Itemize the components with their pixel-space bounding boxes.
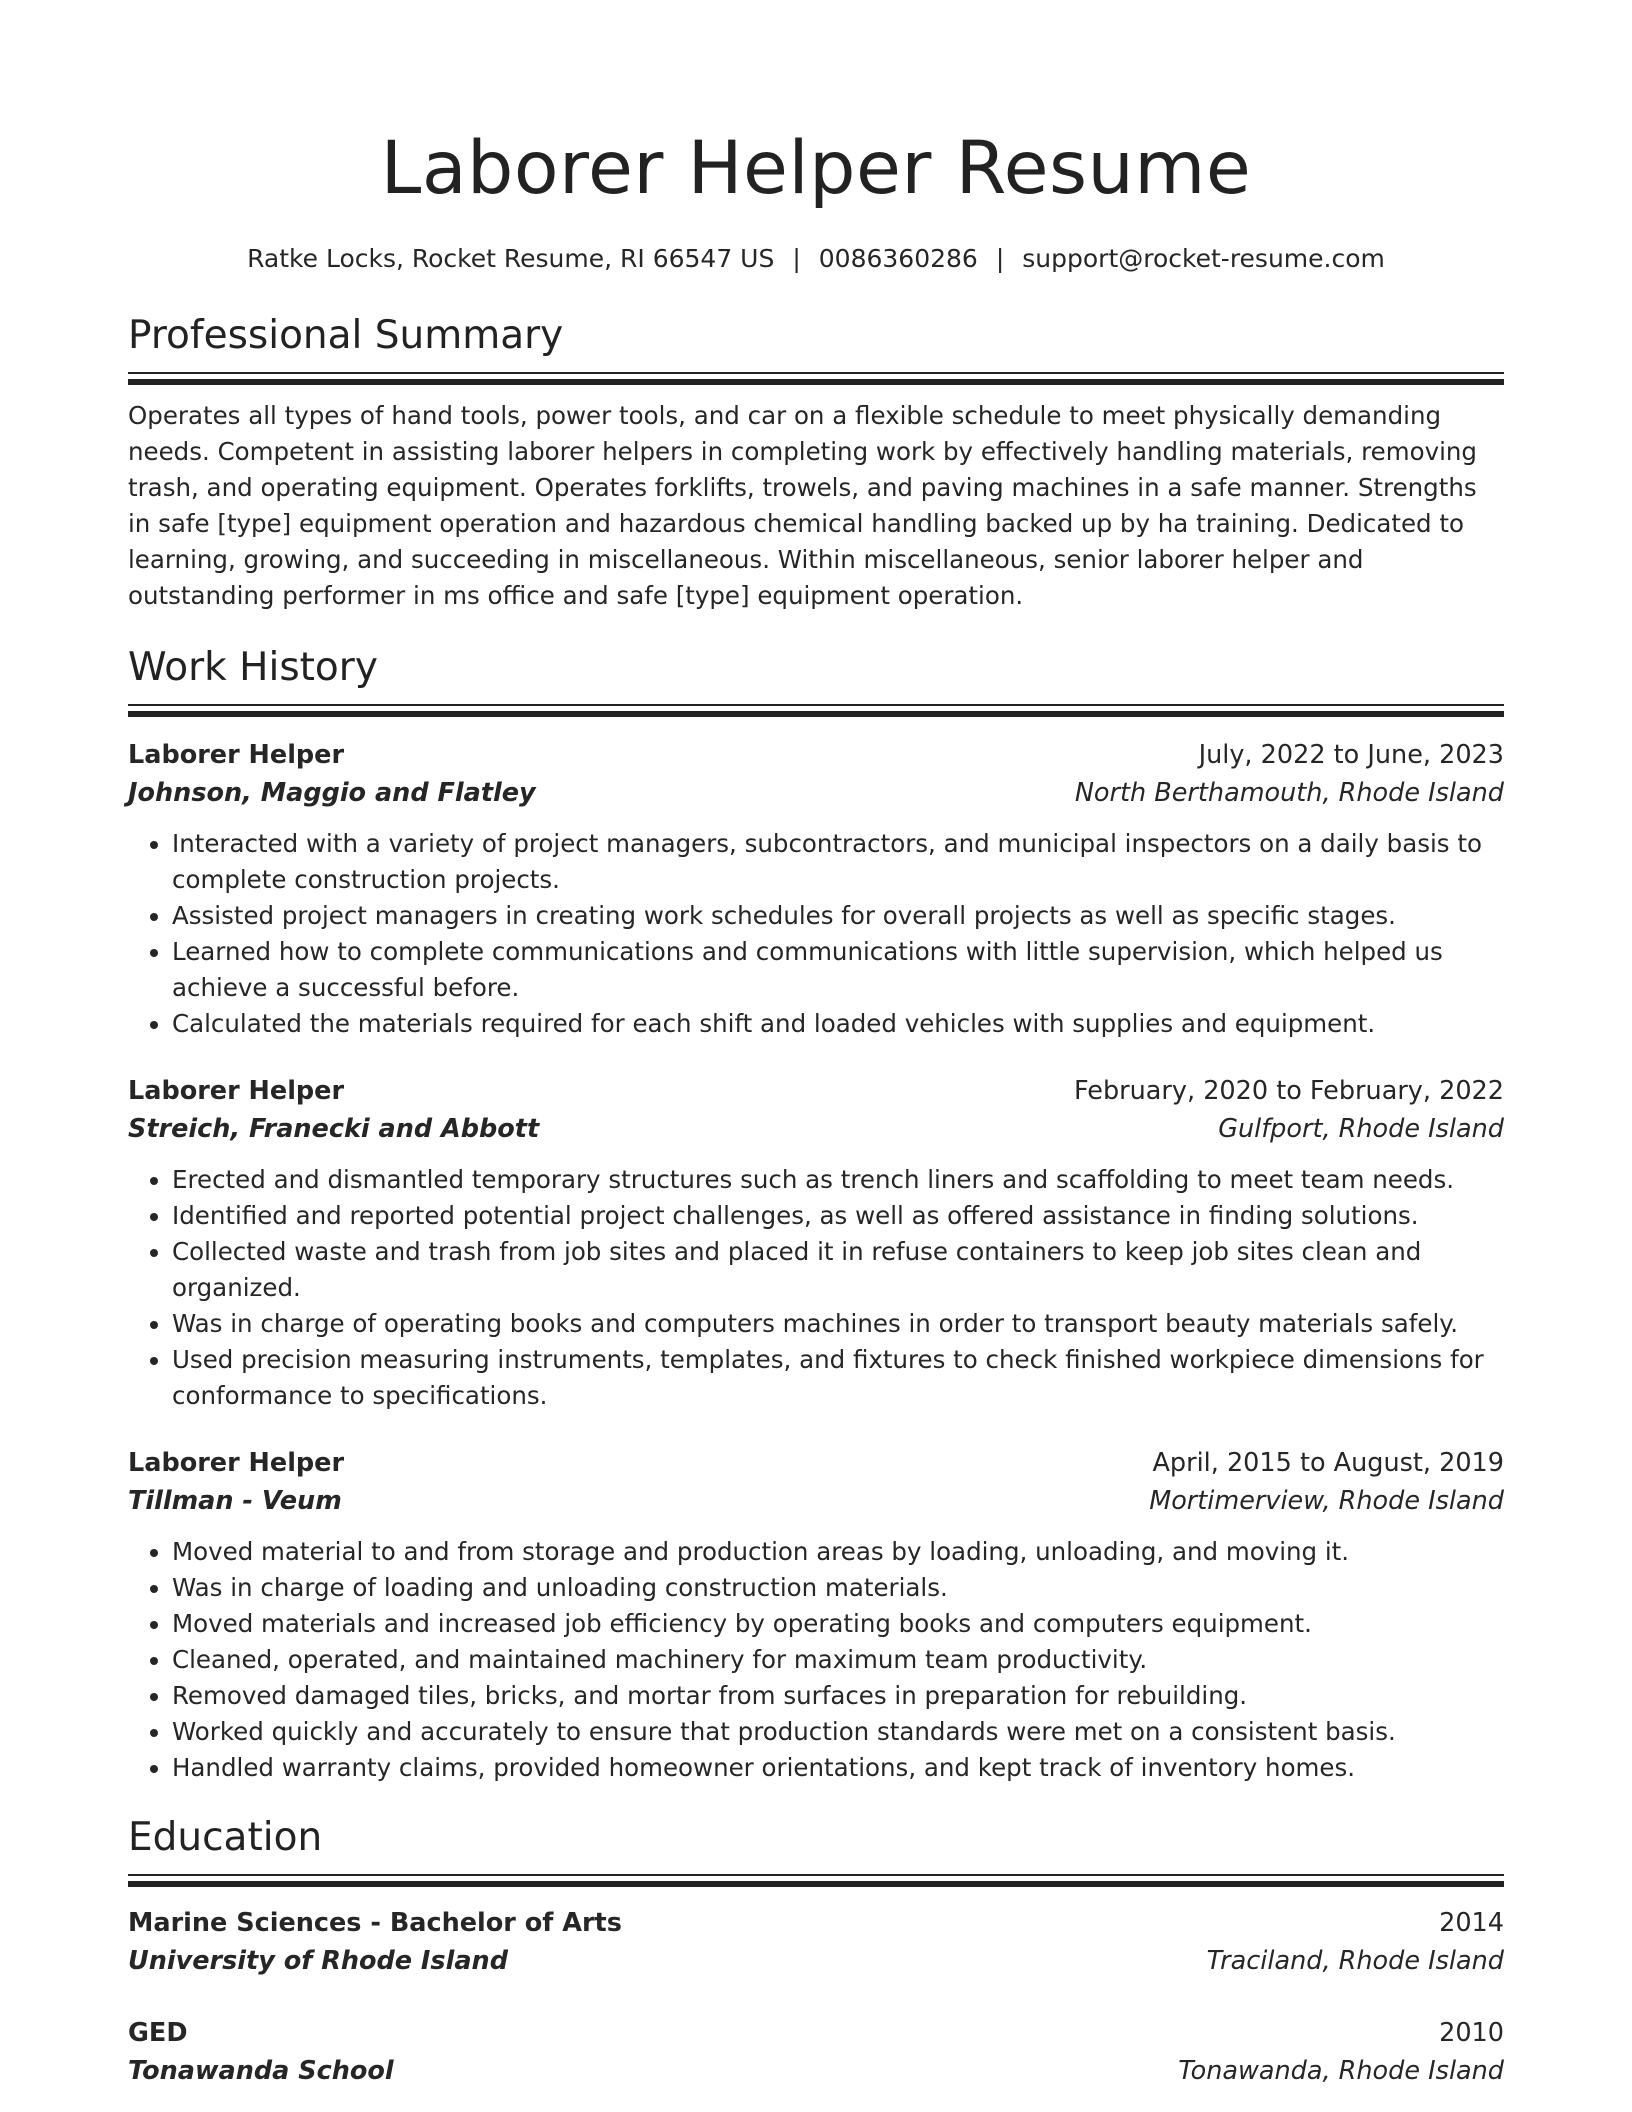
job-company-row xyxy=(128,1482,1504,1520)
section-divider xyxy=(128,372,1504,384)
job-role: Laborer Helper xyxy=(128,1076,345,1106)
contact-phone: 0086360286 xyxy=(818,244,978,273)
work-history-heading: Work History xyxy=(128,645,378,690)
section-divider xyxy=(128,1874,1504,1886)
education-school-row xyxy=(128,1942,1504,1980)
education-year: 2014 xyxy=(1439,1908,1504,1938)
education-header-row xyxy=(128,1904,1504,1942)
job-company-row xyxy=(128,774,1504,812)
resume-title: Laborer Helper Resume xyxy=(380,126,1252,211)
job-bullet-list xyxy=(128,826,1504,1042)
list-item: • Interacted with a variety of project managers, subcontractors, and municipal inspectors on a daily basis to complete construction projects. xyxy=(172,826,1504,898)
education-school: Tonawanda School xyxy=(128,2056,394,2086)
summary-text: Operates all types of hand tools, power tools, and car on a flexible schedule to meet physically demanding needs. Competent in assisting laborer helpers in completing work by effectively handling materials, removing trash, and operating equipment. Operates forklifts, trowels, and paving machines in a safe manner. Strengths in safe [type] equipment operation and hazardous chemical handling backed up by ha training. Dedicated to learning, growing, and succeeding in miscellaneous. Within miscellaneous, senior laborer helper and outstanding performer in ms office and safe [type] equipment operation. xyxy=(128,401,1477,610)
job-dates: July, 2022 to June, 2023 xyxy=(1198,740,1504,770)
education-location: Traciland, Rhode Island xyxy=(1206,1946,1504,1976)
job-company-row xyxy=(128,1110,1504,1148)
job-location: Gulfport, Rhode Island xyxy=(1218,1114,1504,1144)
education-degree: GED xyxy=(128,2018,188,2048)
summary-section xyxy=(128,312,1504,614)
education-entry xyxy=(128,1904,1504,1980)
contact-line xyxy=(128,242,1504,276)
list-item: • Assisted project managers in creating work schedules for overall projects as well as specific stages. xyxy=(172,898,1504,934)
contact-address: Ratke Locks, Rocket Resume, RI 66547 US xyxy=(247,244,775,273)
job-entry xyxy=(128,1444,1504,1786)
list-item: • Removed damaged tiles, bricks, and mortar from surfaces in preparation for rebuilding. xyxy=(172,1678,1504,1714)
list-item: • Cleaned, operated, and maintained machinery for maximum team productivity. xyxy=(172,1642,1504,1678)
contact-separator: | xyxy=(995,244,1005,273)
education-school-row xyxy=(128,2052,1504,2090)
job-company: Tillman - Veum xyxy=(128,1486,342,1516)
section-divider xyxy=(128,704,1504,716)
job-header-row xyxy=(128,1072,1504,1110)
summary-heading: Professional Summary xyxy=(128,313,564,358)
list-item: • Was in charge of loading and unloading construction materials. xyxy=(172,1570,1504,1606)
job-location: Mortimerview, Rhode Island xyxy=(1149,1486,1504,1516)
job-bullet-list xyxy=(128,1162,1504,1414)
job-header-row xyxy=(128,1444,1504,1482)
list-item: • Identified and reported potential project challenges, as well as offered assistance in finding solutions. xyxy=(172,1198,1504,1234)
job-company: Johnson, Maggio and Flatley xyxy=(128,778,536,808)
job-location: North Berthamouth, Rhode Island xyxy=(1074,778,1504,808)
job-role: Laborer Helper xyxy=(128,1448,345,1478)
job-role: Laborer Helper xyxy=(128,740,345,770)
list-item: • Handled warranty claims, provided homeowner orientations, and kept track of inventory homes. xyxy=(172,1750,1504,1786)
education-header-row xyxy=(128,2014,1504,2052)
contact-email: support@rocket-resume.com xyxy=(1022,244,1385,273)
job-entry xyxy=(128,1072,1504,1414)
education-school: University of Rhode Island xyxy=(128,1946,508,1976)
education-entry xyxy=(128,2014,1504,2090)
job-entry xyxy=(128,736,1504,1042)
list-item: • Moved material to and from storage and production areas by loading, unloading, and moving it. xyxy=(172,1534,1504,1570)
job-bullet-list xyxy=(128,1534,1504,1786)
education-degree: Marine Sciences - Bachelor of Arts xyxy=(128,1908,622,1938)
work-history-section xyxy=(128,644,1504,1786)
job-company: Streich, Franecki and Abbott xyxy=(128,1114,540,1144)
list-item: • Erected and dismantled temporary structures such as trench liners and scaffolding to meet team needs. xyxy=(172,1162,1504,1198)
education-section xyxy=(128,1814,1504,2090)
list-item: • Collected waste and trash from job sites and placed it in refuse containers to keep job sites clean and organized. xyxy=(172,1234,1504,1306)
list-item: • Worked quickly and accurately to ensure that production standards were met on a consistent basis. xyxy=(172,1714,1504,1750)
education-heading: Education xyxy=(128,1815,323,1860)
education-location: Tonawanda, Rhode Island xyxy=(1178,2056,1504,2086)
list-item: • Calculated the materials required for each shift and loaded vehicles with supplies and equipment. xyxy=(172,1006,1504,1042)
list-item: • Was in charge of operating books and computers machines in order to transport beauty materials safely. xyxy=(172,1306,1504,1342)
job-header-row xyxy=(128,736,1504,774)
list-item: • Used precision measuring instruments, templates, and fixtures to check finished workpiece dimensions for conformance to specifications. xyxy=(172,1342,1504,1414)
contact-separator: | xyxy=(792,244,801,273)
education-year: 2010 xyxy=(1439,2018,1504,2048)
list-item: • Moved materials and increased job efficiency by operating books and computers equipment. xyxy=(172,1606,1504,1642)
job-dates: February, 2020 to February, 2022 xyxy=(1073,1076,1504,1106)
job-dates: April, 2015 to August, 2019 xyxy=(1152,1448,1504,1478)
list-item: • Learned how to complete communications and communications with little supervision, which helped us achieve a successful before. xyxy=(172,934,1504,1006)
